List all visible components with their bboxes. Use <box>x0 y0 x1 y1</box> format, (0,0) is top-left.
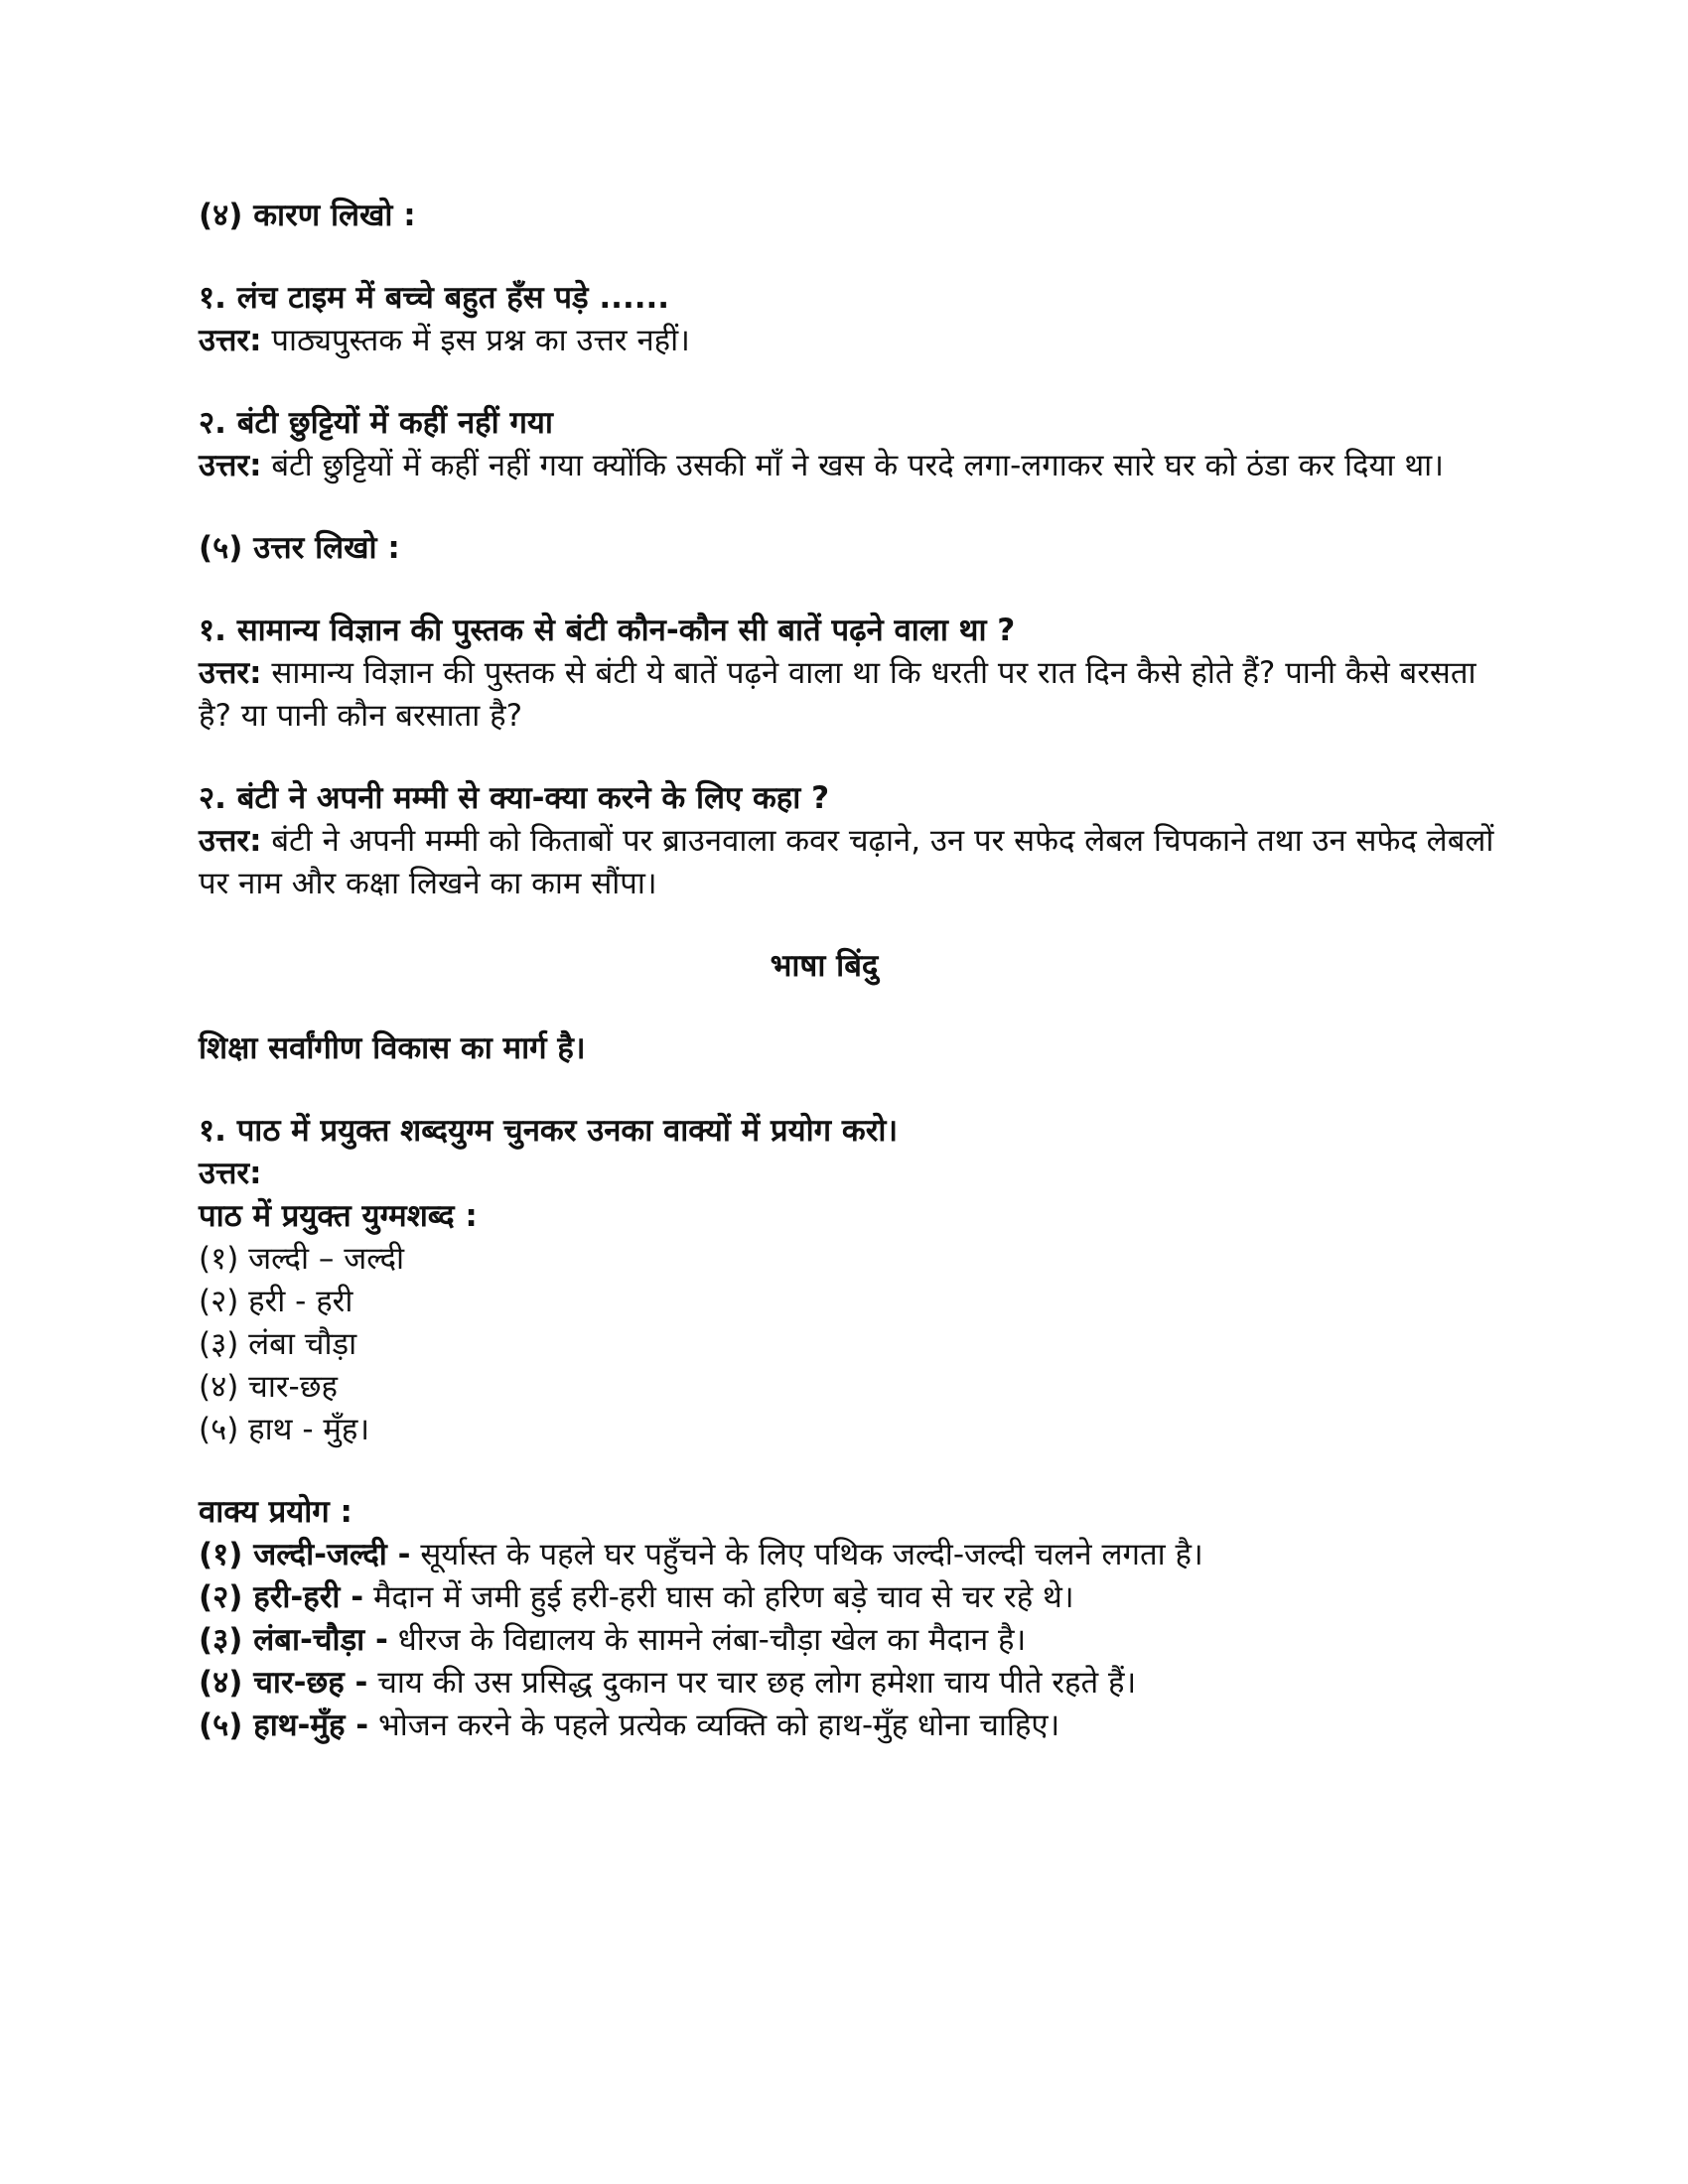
pair-item: (१) जल्दी – जल्दी <box>199 1241 405 1277</box>
usage-sentence: सूर्यास्त के पहले घर पहुँचने के लिए पथिक जल्दी-जल्दी चलने लगता है। <box>420 1537 1203 1572</box>
section-5-answer-2 <box>199 820 1509 905</box>
section-4-question-1: १. लंच टाइम में बच्चे बहुत हँस पड़े ...... <box>199 280 670 316</box>
section-5-question-1: १. सामान्य विज्ञान की पुस्तक से बंटी कौन-कौन सी बातें पढ़ने वाला था ? <box>199 613 1016 648</box>
pair-item: (२) हरी - हरी <box>199 1284 353 1319</box>
answer-text: बंटी छुट्टियों में कहीं नहीं गया क्योंकि उसकी माँ ने खस के परदे लगा-लगाकर सारे घर को ठंडा कर दिया था। <box>271 448 1444 483</box>
answer-text: बंटी ने अपनी मम्मी को किताबों पर ब्राउनवाला कवर चढ़ाने, उन पर सफेद लेबल चिपकाने तथा उन सफेद लेबलों पर नाम और कक्षा लिखने का काम सौंपा। <box>199 823 1494 901</box>
usage-sentence: चाय की उस प्रसिद्ध दुकान पर चार छह लोग हमेशा चाय पीते रहते हैं। <box>377 1665 1137 1701</box>
usage-term: (३) लंबा-चौड़ा - <box>199 1622 388 1658</box>
usage-item <box>199 1619 1509 1662</box>
pairs-heading: पाठ में प्रयुक्त युग्मशब्द : <box>199 1198 478 1234</box>
answer-label: उत्तर: <box>199 448 262 483</box>
usage-item <box>199 1705 1509 1747</box>
answer-text: पाठ्यपुस्तक में इस प्रश्न का उत्तर नहीं। <box>271 323 690 358</box>
answer-label: उत्तर: <box>199 655 262 691</box>
section-4-answer-2 <box>199 445 1509 487</box>
pair-item: (४) चार-छह <box>199 1369 338 1405</box>
usage-sentence: धीरज के विद्यालय के सामने लंबा-चौड़ा खेल का मैदान है। <box>397 1622 1027 1658</box>
section-5-question-2: २. बंटी ने अपनी मम्मी से क्या-क्या करने के लिए कहा ? <box>199 780 830 816</box>
section-5-heading: (५) उत्तर लिखो : <box>199 530 400 566</box>
usage-term: (१) जल्दी-जल्दी - <box>199 1537 411 1572</box>
bhasha-answer-label: उत्तर: <box>199 1156 262 1191</box>
document-page <box>199 195 1509 1747</box>
usage-item <box>199 1662 1509 1705</box>
bhasha-question: १. पाठ में प्रयुक्त शब्दयुग्म चुनकर उनका वाक्यों में प्रयोग करो। <box>199 1113 899 1149</box>
section-5-answer-1 <box>199 652 1509 738</box>
section-4-question-2: २. बंटी छुट्टियों में कहीं नहीं गया <box>199 405 553 441</box>
pair-item: (५) हाथ - मुँह। <box>199 1412 370 1447</box>
usage-term: (५) हाथ-मुँह - <box>199 1707 369 1743</box>
usage-term: (४) चार-छह - <box>199 1665 368 1701</box>
section-4-answer-1 <box>199 320 1509 362</box>
section-4-heading: (४) कारण लिखो : <box>199 198 416 233</box>
usage-item <box>199 1534 1509 1576</box>
usage-heading: वाक्य प्रयोग : <box>199 1494 352 1530</box>
answer-text: सामान्य विज्ञान की पुस्तक से बंटी ये बातें पढ़ने वाला था कि धरती पर रात दिन कैसे होते हैं? पानी कैसे बरसता है? या पानी कौन बरसाता है? <box>199 655 1477 734</box>
usage-sentence: भोजन करने के पहले प्रत्येक व्यक्ति को हाथ-मुँह धोना चाहिए। <box>377 1707 1060 1743</box>
bhasha-bindu-title: भाषा बिंदु <box>770 948 879 984</box>
bhasha-motto: शिक्षा सर्वांगीण विकास का मार्ग है। <box>199 1030 586 1066</box>
usage-item <box>199 1576 1509 1619</box>
usage-sentence: मैदान में जमी हुई हरी-हरी घास को हरिण बड़े चाव से चर रहे थे। <box>372 1579 1074 1615</box>
answer-label: उत्तर: <box>199 823 262 859</box>
answer-label: उत्तर: <box>199 323 262 358</box>
pair-item: (३) लंबा चौड़ा <box>199 1326 357 1362</box>
usage-term: (२) हरी-हरी - <box>199 1579 364 1615</box>
